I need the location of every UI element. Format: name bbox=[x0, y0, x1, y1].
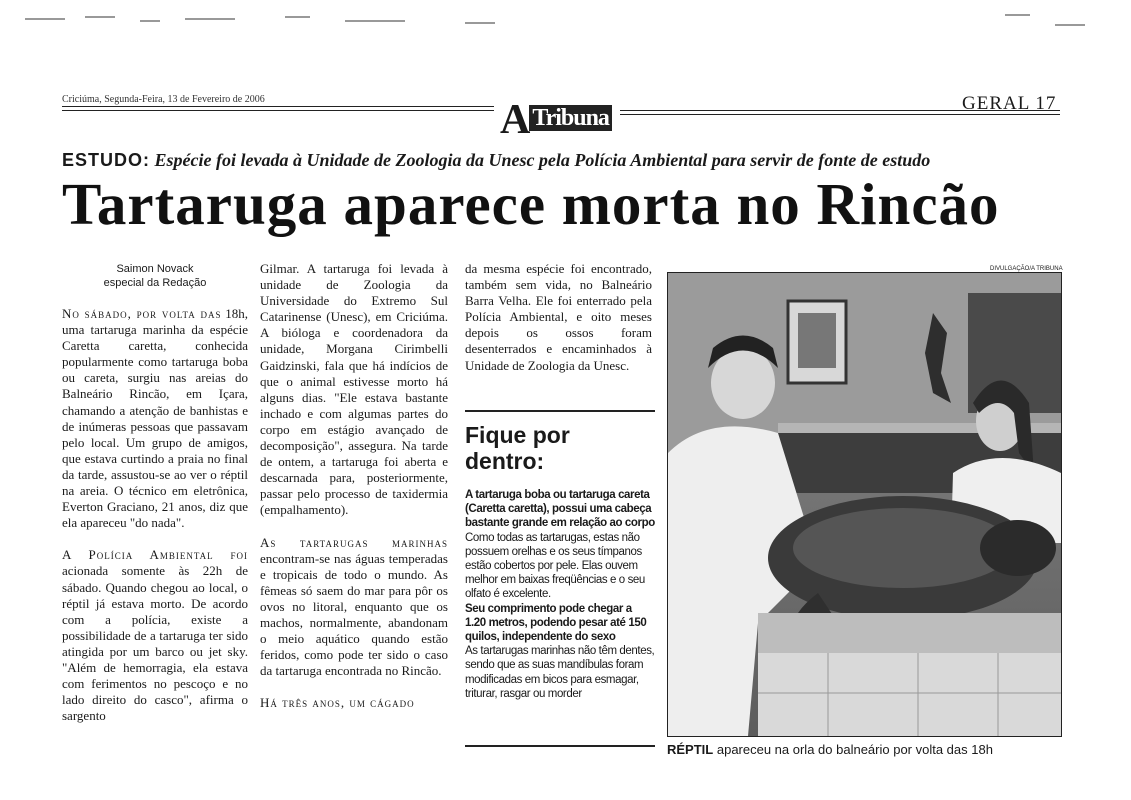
byline-role: especial da Redação bbox=[103, 277, 207, 289]
paragraph-4-lead: Há três anos, um cágado bbox=[260, 695, 415, 711]
paragraph-4-lead-line bbox=[260, 695, 448, 711]
paragraph-2 bbox=[62, 547, 248, 724]
caption-lead: RÉPTIL bbox=[667, 742, 714, 757]
fact-box bbox=[465, 410, 655, 701]
caption-text: apareceu na orla do balneário por volta das 18h bbox=[716, 742, 993, 757]
fact-2-heading: Seu comprimento pode chegar a 1.20 metros, podendo pesar até 150 quilos, independente do sexo bbox=[465, 602, 647, 644]
kicker-text: Espécie foi levada à Unidade de Zoologia da Unesc pela Polícia Ambiental para servir de fonte de estudo bbox=[154, 150, 931, 170]
article-column-3 bbox=[465, 261, 652, 374]
kicker bbox=[62, 150, 930, 171]
byline bbox=[80, 262, 230, 290]
photo-illustration bbox=[668, 273, 1061, 736]
byline-author: Saimon Novack bbox=[116, 263, 194, 275]
paragraph-1-body: 18h, uma tartaruga marinha da espécie Caretta caretta, conhecida popularmente como tartaruga boba ou careta, surgiu nas areias do Balneário Rincão, em Içara, chamando a atenção de banhistas e de inúmeras pessoas que passavam pelo local. Um grupo de amigos, que estava curtindo a praia no final da tarde, assustou-se ao ver o réptil na areia. O técnico em eletrônica, Everton Graciano, 21 anos, diz que ela apareceu "do nada". bbox=[62, 306, 248, 531]
photo-caption bbox=[667, 742, 993, 757]
article-column-2 bbox=[260, 261, 448, 711]
news-photo bbox=[667, 272, 1062, 737]
newspaper-logo bbox=[500, 88, 612, 143]
headline: Tartaruga aparece morta no Rincão bbox=[62, 171, 1000, 237]
fact-2-text: As tartarugas marinhas não têm dentes, sendo que as suas mandíbulas foram modificadas em bicos para esmagar, triturar, rasgar ou morder bbox=[465, 645, 655, 700]
paragraph-2-continued: Gilmar. A tartaruga foi levada à unidade de Zoologia da Universidade do Extremo Sul Catarinense (Unesc), em Criciúma. A bióloga e coordenadora da unidade, Morgana Cirimbelli Gaidzinski, fala que há indícios de que o animal estivesse morto há alguns dias. "Ele estava bastante inchado e com algumas partes do corpo em estágio avançado de decomposição", assegura. Na tarde de ontem, a tartaruga foi aberta e descarnada para, posteriormente, passar pelo processo de taxidermia (empalhamento). bbox=[260, 261, 448, 518]
fact-box-bottom-rule bbox=[465, 745, 655, 747]
paragraph-1 bbox=[62, 306, 248, 531]
paragraph-3-lead: As tartarugas marinhas bbox=[260, 534, 448, 550]
fact-box-title: Fique por dentro: bbox=[465, 422, 570, 474]
logo-letter: A bbox=[500, 97, 530, 143]
kicker-label: ESTUDO: bbox=[62, 150, 150, 170]
section-label: GERAL 17 bbox=[962, 93, 1057, 114]
paragraph-3 bbox=[260, 535, 448, 680]
fact-1-text: Como todas as tartarugas, estas não possuem orelhas e os seus tímpanos estão cobertos por pele. Elas ouvem melhor em baixas freqüências e o seu olfato é excelente. bbox=[465, 531, 645, 601]
article-column-1 bbox=[62, 306, 248, 724]
scan-artifact-rule bbox=[25, 10, 1125, 32]
paragraph-1-lead: No sábado, por volta das bbox=[62, 306, 222, 321]
dateline: Criciúma, Segunda-Feira, 13 de Fevereiro de 2006 bbox=[62, 94, 265, 105]
logo-name: Tribuna bbox=[529, 105, 612, 131]
paragraph-4-body: da mesma espécie foi encontrado, também sem vida, no Balneário Barra Velha. Ele foi enterrado pela Polícia Ambiental, e oito meses depois os ossos foram desenterrados e encaminhados à Unidade de Zoologia da Unesc. bbox=[465, 261, 652, 373]
photo-credit: DIVULGAÇÃO/A TRIBUNA bbox=[990, 266, 1063, 272]
paragraph-2-body: acionada somente às 22h de sábado. Quando chegou ao local, o réptil já estava morto. De acordo com a polícia, existe a possibilidade de a tartaruga ter sido atingida por um barco ou jet sky. "Além de hemorragia, ela estava com ferimentos no pescoço e no lado direito do casco", afirma o sargento bbox=[62, 563, 248, 724]
masthead-rule-left bbox=[62, 106, 494, 111]
fact-1-heading: A tartaruga boba ou tartaruga careta (Caretta caretta), possui uma cabeça bastante grande em relação ao corpo bbox=[465, 489, 655, 530]
paragraph-3-body: encontram-se nas águas temperadas e tropicais de todo o mundo. As fêmeas só saem do mar para pôr os ovos no litoral, enquanto que os machos, normalmente, abandonam o meio aquático quando estão feridos, como pode ter sido o caso da tartaruga encontrada no Rincão. bbox=[260, 550, 448, 679]
paragraph-2-lead: A Polícia Ambiental foi bbox=[62, 547, 248, 563]
